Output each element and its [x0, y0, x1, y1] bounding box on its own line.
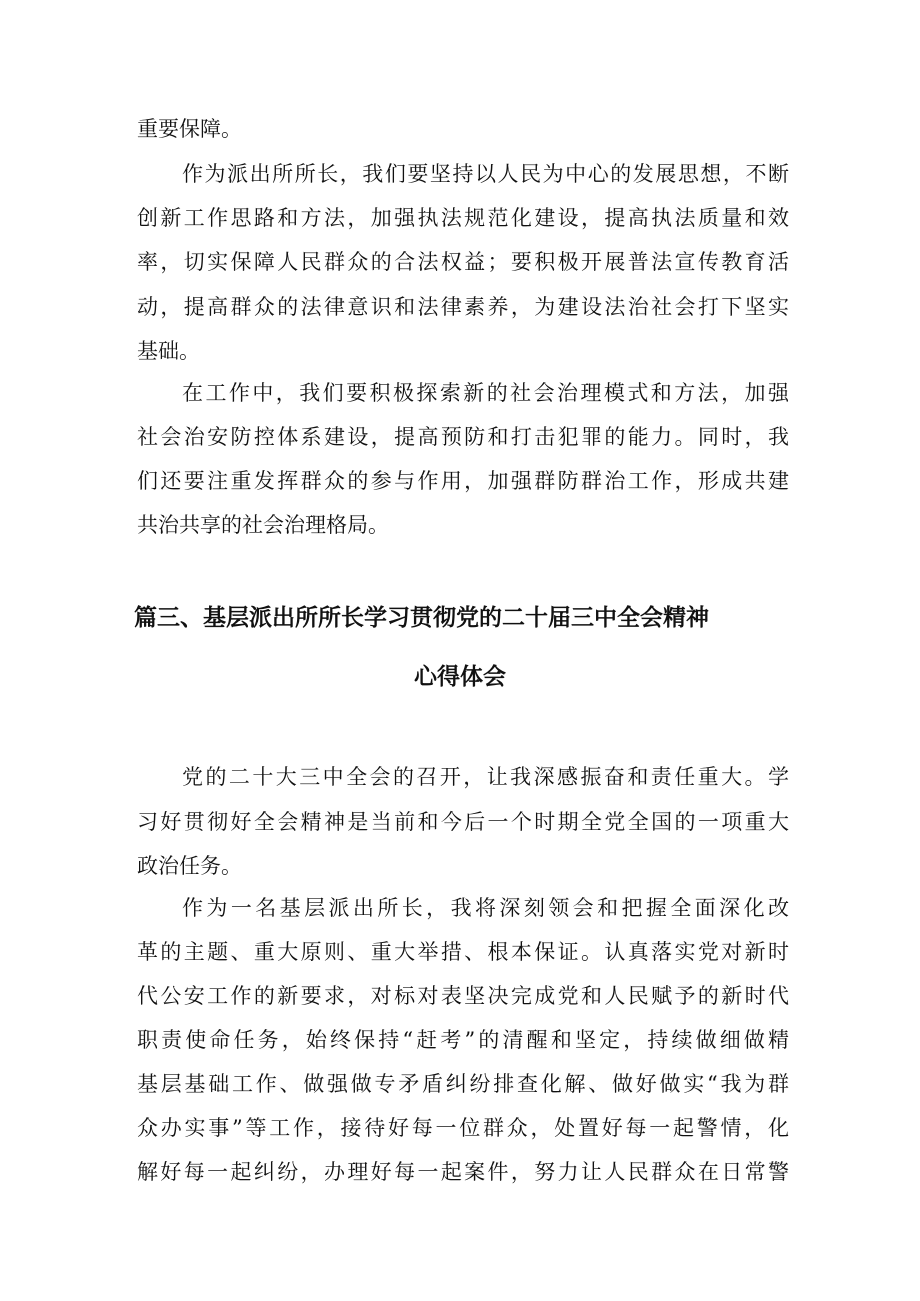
paragraph-line: 们还要注重发挥群众的参与作用，加强群防群治工作，形成共建 — [137, 469, 789, 493]
paragraph-line: 动，提高群众的法律意识和法律素养，为建设法治社会打下坚实 — [137, 295, 789, 319]
paragraph-line: 解好每一起纠纷，办理好每一起案件，努力让人民群众在日常警 — [137, 1160, 789, 1184]
paragraph-line: 率，切实保障人民群众的合法权益；要积极开展普法宣传教育活 — [137, 250, 789, 274]
section-title: 篇三、基层派出所所长学习贯彻党的二十届三中全会精神 — [134, 605, 709, 631]
paragraph-line: 基层基础工作、做强做专矛盾纠纷排查化解、做好做实“我为群 — [137, 1072, 789, 1096]
paragraph-line: 众办实事”等工作，接待好每一位群众，处置好每一起警情，化 — [137, 1116, 789, 1140]
paragraph-line: 社会治安防控体系建设，提高预防和打击犯罪的能力。同时，我 — [137, 425, 789, 449]
paragraph-line: 革的主题、重大原则、重大举措、根本保证。认真落实党对新时 — [137, 940, 789, 964]
paragraph-line: 共治共享的社会治理格局。 — [137, 513, 389, 537]
paragraph-line: 重要保障。 — [137, 117, 242, 141]
section-subtitle: 心得体会 — [414, 664, 506, 690]
paragraph-line: 作为派出所所长，我们要坚持以人民为中心的发展思想，不断 — [182, 162, 789, 186]
paragraph-line: 创新工作思路和方法，加强执法规范化建设，提高执法质量和效 — [137, 206, 789, 230]
paragraph-line: 作为一名基层派出所长，我将深刻领会和把握全面深化改 — [182, 896, 789, 920]
paragraph-line: 在工作中，我们要积极探索新的社会治理模式和方法，加强 — [182, 381, 789, 405]
paragraph-line: 政治任务。 — [137, 854, 242, 878]
paragraph-line: 习好贯彻好全会精神是当前和今后一个时期全党全国的一项重大 — [137, 810, 789, 834]
paragraph-line: 基础。 — [137, 339, 200, 363]
paragraph-line: 职责使命任务，始终保持“赶考”的清醒和坚定，持续做细做精 — [137, 1028, 789, 1052]
paragraph-line: 代公安工作的新要求，对标对表坚决完成党和人民赋予的新时代 — [137, 984, 789, 1008]
paragraph-line: 党的二十大三中全会的召开，让我深感振奋和责任重大。学 — [182, 765, 789, 789]
